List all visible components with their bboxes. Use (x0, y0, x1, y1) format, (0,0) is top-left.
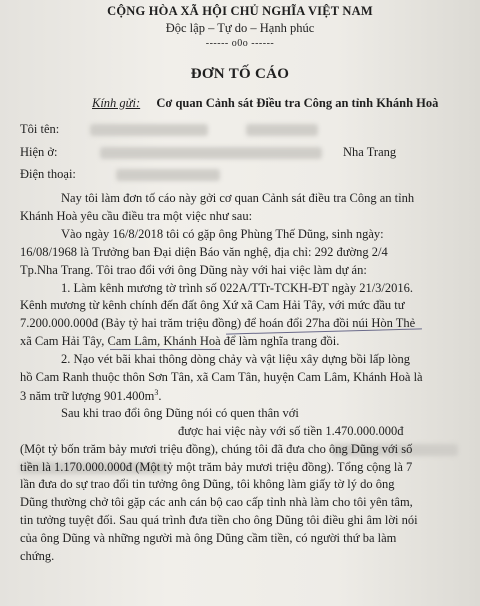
p3-line-6: Dũng thường chở tôi gặp các anh cán bộ cao cấp tỉnh nhà làm cho tôi yên tâm, (20, 495, 413, 510)
recipient-label: Kính gửi: (92, 96, 141, 110)
redacted-address (100, 147, 322, 159)
document-title: ĐƠN TỐ CÁO (190, 66, 290, 82)
p2-line-3: Tp.Nha Trang. Tôi trao đổi với ông Dũng này với hai việc làm dự án: (20, 262, 367, 277)
p2-line-2: 16/08/1968 là Trưởng ban Đại diện Báo văn nghệ, địa chỉ: 292 đường 2/4 (20, 244, 388, 259)
item2-line-2: hồ Cam Ranh thuộc thôn Sơn Tân, xã Cam Tân, huyện Cam Lâm, Khánh Hoà là (20, 370, 423, 384)
handwritten-underline-2 (110, 349, 220, 350)
redacted-phone (116, 169, 220, 181)
redacted-name (90, 124, 208, 136)
phone-label: Điện thoại: (20, 167, 76, 181)
p1-line-1: Nay tôi làm đơn tố cáo này gởi cơ quan Cảnh sát điều tra Công an tỉnh (61, 191, 415, 205)
address-city: Nha Trang (343, 145, 397, 159)
p3-line-3: (Một tỷ bốn trăm bảy mươi triệu đồng), chúng tôi đã đưa cho ông Dũng với số (20, 441, 413, 456)
p3-line-5: lần đưa do sự trao đổi tin tưởng ông Dũng, tôi không làm giấy tờ lý do ông (20, 477, 395, 492)
item1-line-3: 7.200.000.000đ (Bảy tỷ hai trăm triệu đồng) để hoán đổi 27ha đồi núi Hòn Thẻ (20, 316, 416, 331)
address-label: Hiện ở: (20, 145, 58, 159)
p3-line-7: tin tưởng tuyệt đối. Sau quá trình đưa tiền cho ông Dũng tôi điều ghi âm lời nói (20, 513, 418, 528)
recipient-line (92, 96, 438, 111)
header-separator: ------ o0o ------ (205, 38, 275, 49)
p3-line-2: được hai việc này với số tiền 1.470.000.000đ (178, 423, 404, 438)
recipient-name: Cơ quan Cảnh sát Điều tra Công an tỉnh Khánh Hoà (156, 96, 439, 110)
redacted-name-2 (246, 124, 318, 136)
p3-line-4: tiền là 1.170.000.000đ (Một tỷ một trăm bảy mươi triệu đồng). Tổng cộng là 7 (20, 459, 413, 474)
p3-line-1: Sau khi trao đổi ông Dũng nói có quen thân với (61, 405, 299, 420)
item2-line-1: 2. Nạo vét bãi khai thông dòng chảy và vật liệu xây dựng bồi lấp lòng (61, 352, 411, 367)
p1-line-2: Khánh Hoà yêu cầu điều tra một việc như sau: (20, 208, 253, 223)
item1-line-4: xã Cam Hải Tây, Cam Lâm, Khánh Hoà để làm nghĩa trang đồi. (20, 334, 340, 349)
name-label: Tôi tên: (20, 122, 60, 136)
motto: Độc lập – Tự do – Hạnh phúc (165, 21, 315, 35)
p2-line-1: Vào ngày 16/8/2018 tôi có gặp ông Phùng Thế Dũng, sinh ngày: (61, 226, 384, 241)
item2-line-3: 3 năm trữ lượng $901.400m^3$. (20, 387, 162, 404)
country-header: CỘNG HÒA XÃ HỘI CHỦ NGHĨA VIỆT NAM (107, 4, 373, 18)
item1-line-2: Kênh mương từ kênh chính đến đất ông Xứ xã Cam Hải Tây, với mức đầu tư (20, 298, 405, 313)
p3-line-8: của ông Dũng và những người mà ông Dũng cầm tiền, có người thứ ba làm (20, 531, 397, 546)
p3-line-9: chứng. (20, 549, 55, 563)
item1-line-1: 1. Làm kênh mương tờ trình số 022A/TTr-TCKH-ĐT ngày 21/3/2016. (61, 280, 414, 295)
